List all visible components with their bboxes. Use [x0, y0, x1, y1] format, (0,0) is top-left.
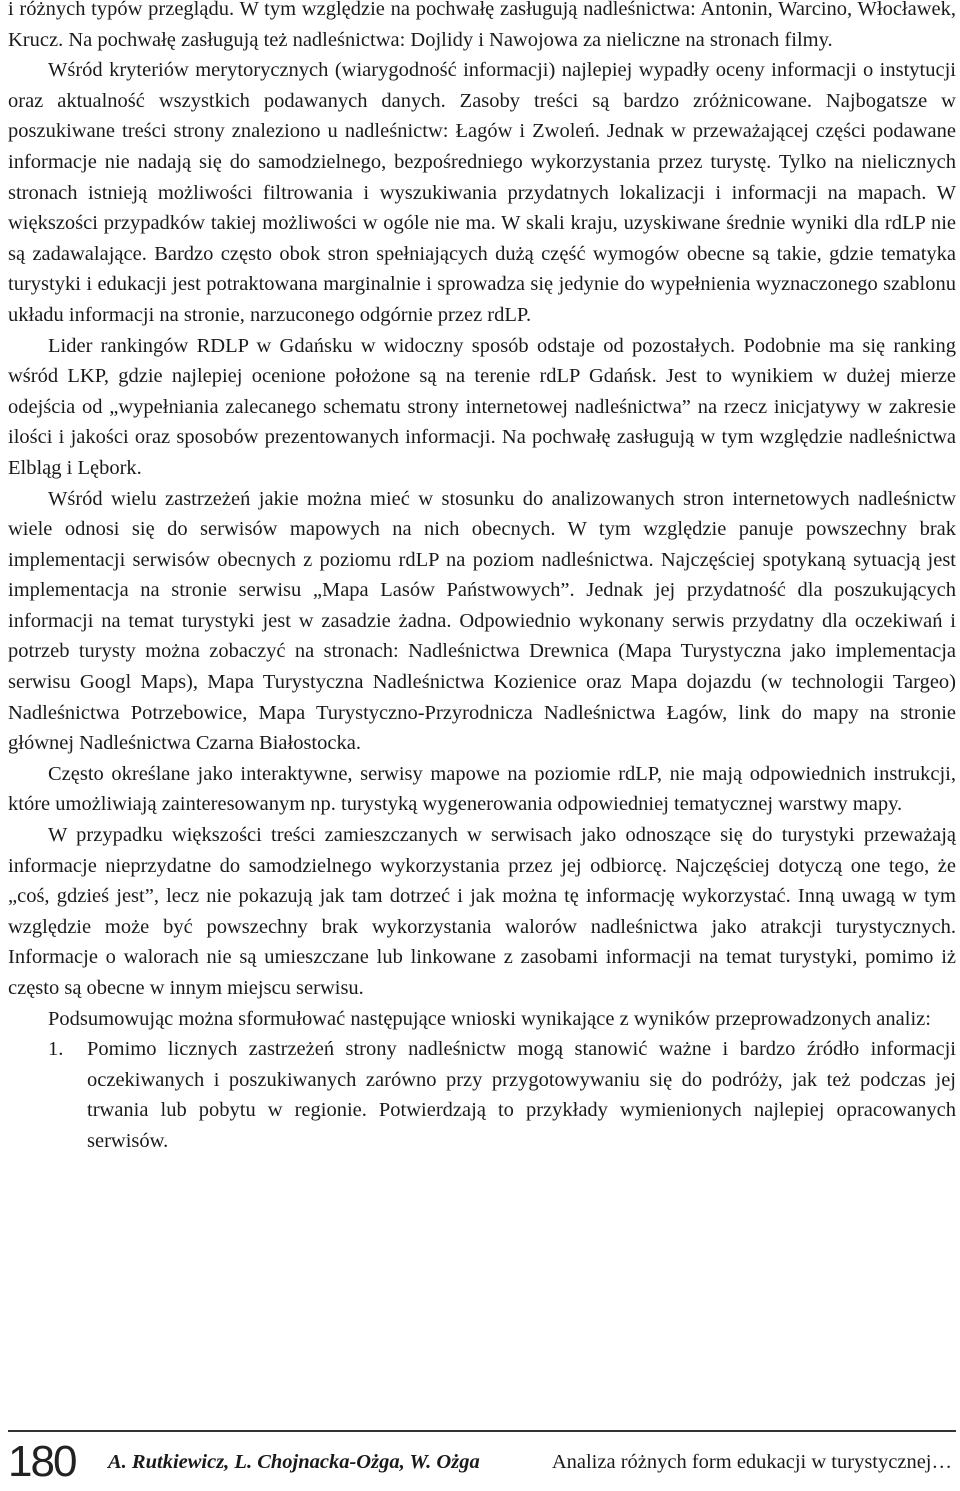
body-paragraph: Wśród wielu zastrzeżeń jakie można mieć w stosunku do analizowanych stron internetowych nadleśnictw wiele odnosi się do serwisów mapowych na nich obecnych. W tym względzie panuje powszechny brak implementacji serwisów obecnych z poziomu rdLP na poziom nadleśnictwa. Najczęściej spotykaną sytuacją jest implementacja na stronie serwisu „Mapa Lasów Państwowych”. Jednak jej przydatność dla poszukujących informacji na temat turystyki jest w zasadzie żadna. Odpowiednio wykonany serwis przydatny dla oczekiwań i potrzeb turysty można zobaczyć na stronach: Nadleśnictwa Drewnica (Mapa Turystyczna jako implementacja serwisu Googl Maps), Mapa Turystyczna Nadleśnictwa Kozienice oraz Mapa dojazdu (w technologii Targeo) Nadleśnictwa Potrzebowice, Mapa Turystyczno-Przyrodnicza Nadleśnictwa Łagów, link do mapy na stronie głównej Nadleśnictwa Czarna Białostocka.	[8, 487, 956, 755]
list-item-text: Pomimo licznych zastrzeżeń strony nadleśnictw mogą stanowić ważne i bardzo źródło informacji oczekiwanych i poszukiwanych zarówno przy przygotowywaniu się do podróży, jak też podczas jej trwania lub pobytu w regionie. Potwierdzają to przykłady wymienionych najlepiej opracowanych serwisów.	[87, 1038, 956, 1152]
conclusions-list	[8, 1034, 956, 1156]
body-paragraph: W przypadku większości treści zamieszczanych w serwisach jako odnoszące się do turystyki przeważają informacje nieprzydatne do samodzielnego wykorzystania przez jej odbiorcę. Najczęściej dotyczą one tego, że „coś, gdzieś jest”, lecz nie pokazują jak tam dotrzeć i jak można tę informację wykorzystać. Inną uwagą w tym względzie może być powszechny brak wykorzystania walorów nadleśnictwa jako atrakcji turystycznych. Informacje o walorach nie są umieszczane lub linkowane z zasobami informacji na temat turystyki, pomimo iż często są obecne w innym miejscu serwisu.	[8, 824, 956, 999]
page-number: 180	[8, 1437, 76, 1486]
body-paragraph: i różnych typów przeglądu. W tym względzie na pochwałę zasługują nadleśnictwa: Antonin, Warcino, Włocławek, Krucz. Na pochwałę zasługują też nadleśnictwa: Dojlidy i Nawojowa za nieliczne na stronach filmy.	[8, 0, 956, 51]
body-paragraph: Podsumowując można sformułować następujące wnioski wynikające z wyników przeprowadzonych analiz:	[48, 1007, 931, 1030]
body-paragraph: Wśród kryteriów merytorycznych (wiarygodność informacji) najlepiej wypadły oceny informacji o instytucji oraz aktualność wszystkich podawanych danych. Zasoby treści są bardzo zróżnicowane. Najbogatsze w poszukiwane treści strony znaleziono u nadleśnictw: Łagów i Zwoleń. Jednak w przeważającej części podawane informacje nie nadają się do samodzielnego, bezpośredniego wykorzystania przez turystę. Tylko na nielicznych stronach istnieją możliwości filtrowania i wyszukiwania przydatnych lokalizacji i informacji na mapach. W większości przypadków takiej możliwości w ogóle nie ma. W skali kraju, uzyskiwane średnie wyniki dla rdLP nie są zadawalające. Bardzo często obok stron spełniających dużą część wymogów obecne są takie, gdzie tematyka turystyki i edukacji jest potraktowana marginalnie i sprowadza się jedynie do wypełnienia wyznaczonego szablonu układu informacji na stronie, narzuconego odgórnie przez rdLP.	[8, 59, 956, 326]
page-body	[8, 0, 956, 1157]
body-paragraph: Często określane jako interaktywne, serwisy mapowe na poziomie rdLP, nie mają odpowiednich instrukcji, które umożliwiają zainteresowanym np. turystyką wygenerowania odpowiedniej tematycznej warstwy mapy.	[8, 762, 956, 816]
page-footer	[0, 1432, 960, 1491]
footer-authors: A. Rutkiewicz, L. Chojnacka-Ożga, W. Ożga	[108, 1451, 480, 1473]
list-item-number: 1.	[48, 1038, 64, 1061]
body-paragraph: Lider rankingów RDLP w Gdańsku w widoczny sposób odstaje od pozostałych. Podobnie ma się ranking wśród LKP, gdzie najlepiej ocenione położone są na terenie rdLP Gdańsk. Jest to wynikiem w dużej mierze odejścia od „wypełniania zalecanego schematu strony internetowej nadleśnictwa” na rzecz inicjatywy w zakresie ilości i jakości oraz sposobów prezentowanych informacji. Na pochwałę zasługują w tym względzie nadleśnictwa Elbląg i Lębork.	[8, 334, 956, 479]
running-title: Analiza różnych form edukacji w turystycznej…	[551, 1451, 952, 1473]
list-item	[8, 1034, 956, 1156]
